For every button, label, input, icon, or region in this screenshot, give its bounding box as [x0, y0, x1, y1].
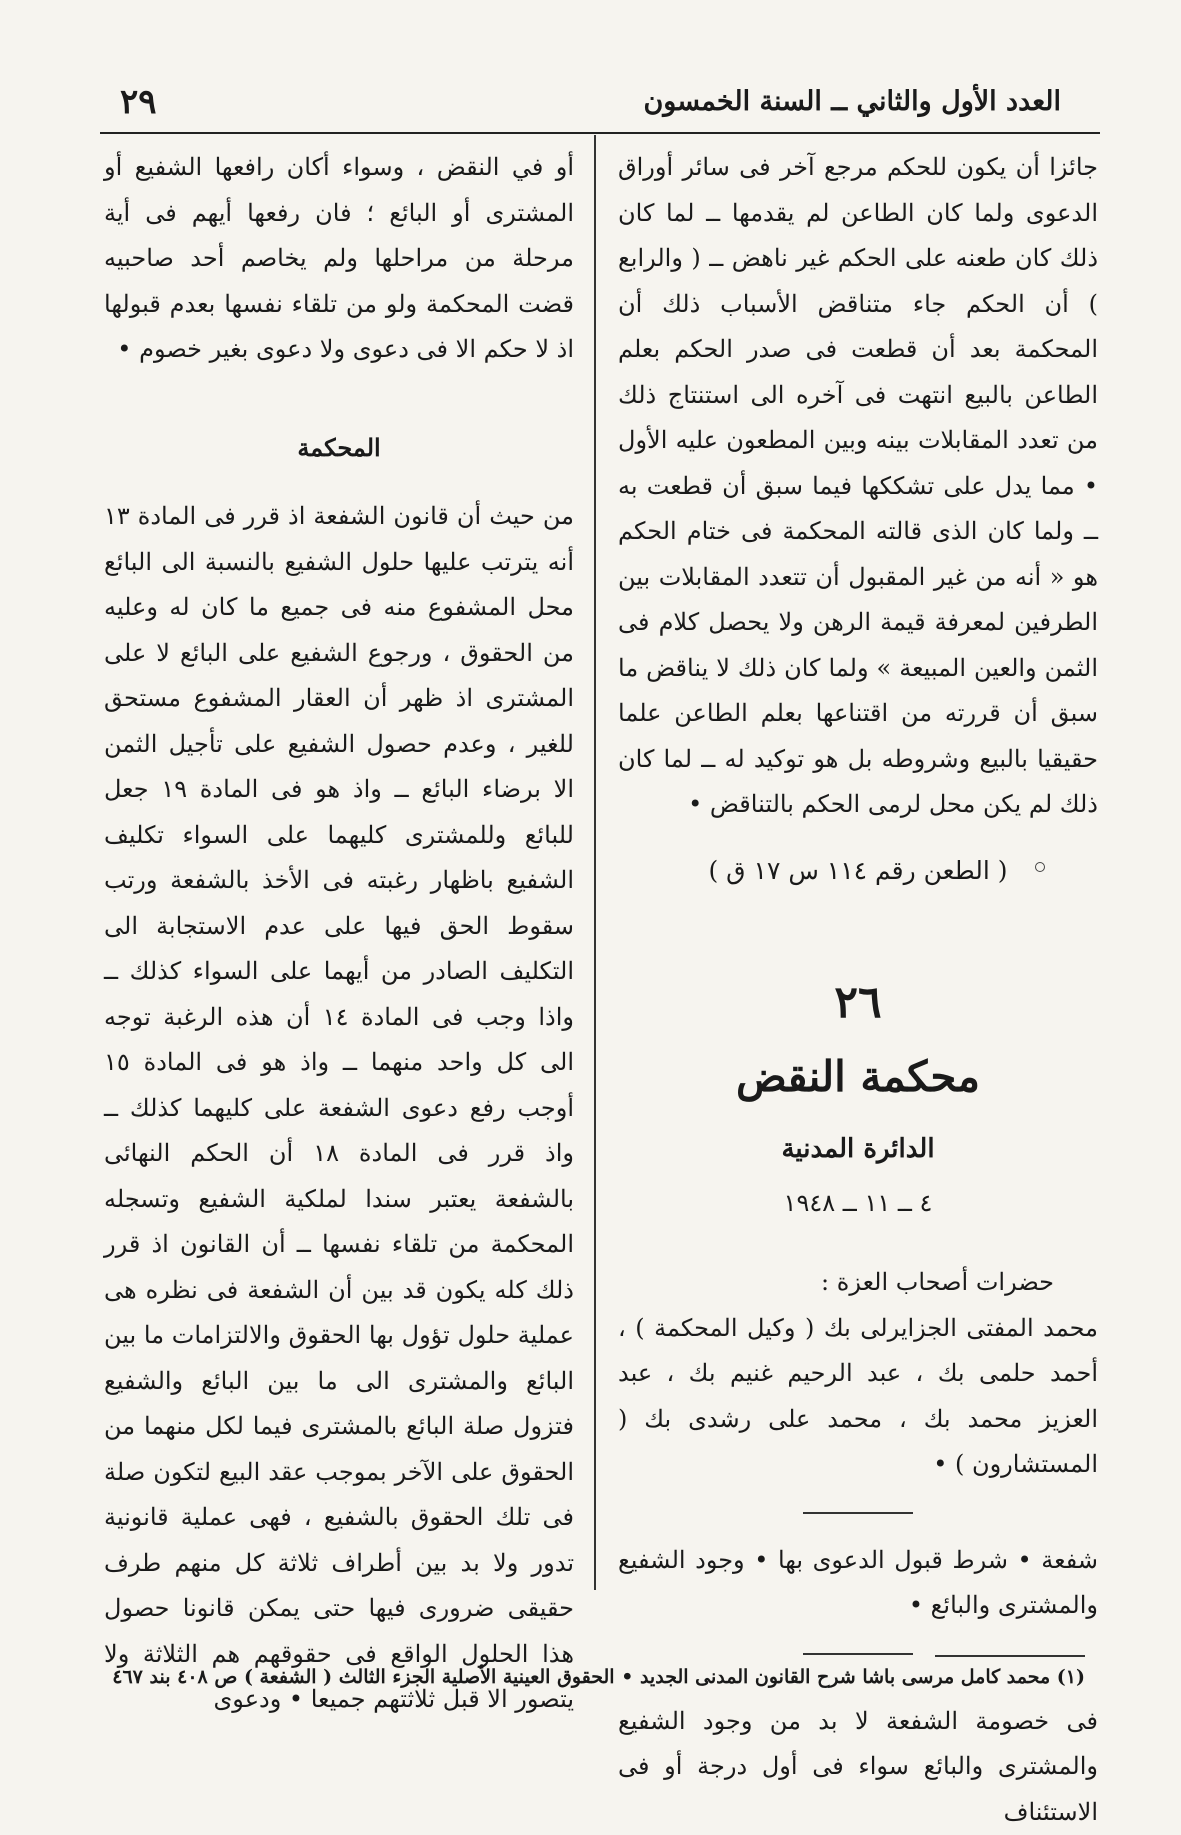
section-rule — [803, 1653, 913, 1655]
footnote: (١) محمد كامل مرسى باشا شرح القانون المدنى الجديد • الحقوق العينية الأصلية الجزء الثالث ( الشفعة ) ص ٤٠٨ بند ٤٦٧ — [85, 1666, 1085, 1688]
left-column — [104, 145, 574, 1723]
right-paragraph-1: جائزا أن يكون للحكم مرجع آخر فى سائر أوراق الدعوى ولما كان الطاعن لم يقدمها ــ لما كان ذلك كان طعنه على الحكم غير ناهض ــ ( والرابع ) أن الحكم جاء متناقض الأسباب ذلك أن المحكمة بعد أن قطعت فى صدر الحكم بعلم الطاعن بالبيع انتهت فى آخره الى استنتاج ذلك من تعدد المقابلات بينه وبين المطعون عليه الأول • مما يدل على تشككها فيما سبق أن قطعت به ــ ولما كان الذى قالته المحكمة فى ختام الحكم هو « أنه من غير المقبول أن تتعدد المقابلات بين الطرفين لمعرفة قيمة الرهن ولا يحصل كلام فى الثمن والعين المبيعة » ولما كان ذلك لا يناقض ما سبق أن قررته من اقتناعها بعلم الطاعن علما حقيقيا بالبيع وشروطه بل هو توكيد له ــ لما كان ذلك لم يكن محل لرمى الحكم بالتناقض • — [618, 145, 1098, 828]
left-paragraph-1: أو في النقض ، وسواء أكان رافعها الشفيع أو المشترى أو البائع ؛ فان رفعها أيهم فى أية مرحلة من مراحلها ولم يخاصم أحد صاحبيه قضت المحكمة ولو من تلقاء نفسها بعدم قبولها اذ لا حكم الا فى دعوى ولا دعوى بغير خصوم • — [104, 145, 574, 373]
section-title: المحكمة — [104, 425, 574, 471]
column-divider — [594, 135, 596, 1590]
headnote: فى خصومة الشفعة لا بد من وجود الشفيع والمشترى والبائع سواء فى أول درجة أو فى الاستئناف — [618, 1699, 1098, 1835]
stray-mark — [1035, 862, 1045, 872]
left-paragraph-2: من حيث أن قانون الشفعة اذ قرر فى المادة ١٣ أنه يترتب عليها حلول الشفيع بالنسبة الى البائع محل المشفوع منه فى جميع ما كان له وعليه من الحقوق ، ورجوع الشفيع على البائع لا على المشترى اذ ظهر أن العقار المشفوع مستحق للغير ، وعدم حصول الشفيع على تأجيل الثمن الا برضاء البائع ــ واذ هو فى المادة ١٩ جعل للبائع وللمشترى كليهما على السواء تكليف الشفيع باظهار رغبته فى الأخذ بالشفعة ورتب سقوط الحق فيها على عدم الاستجابة الى التكليف الصادر من أيهما على السواء كذلك ــ واذا وجب فى المادة ١٤ أن هذه الرغبة توجه الى كل واحد منهما ــ واذ هو فى المادة ١٥ أوجب رفع دعوى الشفعة على كليهما كذلك ــ واذ قرر فى المادة ١٨ أن الحكم النهائى بالشفعة يعتبر سندا لملكية الشفيع وتسجله المحكمة من تلقاء نفسها ــ أن القانون اذ قرر ذلك كله يكون قد بين أن الشفعة فى نظره هى عملية حلول تؤول بها الحقوق والالتزامات ما بين البائع والمشترى الى ما بين البائع والشفيع فتزول صلة البائع بالمشترى فيما لكل منهما من الحقوق على الآخر بموجب عقد البيع لتكون صلة فى تلك الحقوق بالشفيع ، فهى عملية قانونية تدور ولا بد بين أطراف ثلاثة كل منهم طرف حقيقى ضرورى فيها حتى يمكن قانونا حصول هذا الحلول الواقع فى حقوقهم هم الثلاثة ولا يتصور الا قبل ثلاثتهم جميعا • ودعوى — [104, 494, 574, 1723]
running-title: العدد الأول والثاني ــ السنة الخمسون — [643, 86, 1061, 117]
right-column — [618, 145, 1098, 1835]
case-number: ٢٦ — [618, 973, 1098, 1033]
judges-list: محمد المفتى الجزايرلى بك ( وكيل المحكمة ) ، أحمد حلمى بك ، عبد الرحيم غنيم بك ، عبد العزيز محمد بك ، محمد على رشدى بك ( المستشارون ) • — [618, 1306, 1098, 1488]
decision-date: ٤ ــ ١١ ــ ١٩٤٨ — [618, 1181, 1098, 1227]
section-rule — [803, 1512, 913, 1514]
footnote-rule — [935, 1655, 1085, 1657]
court-division: الدائرة المدنية — [618, 1127, 1098, 1173]
page-header — [100, 78, 1121, 128]
case-subject: شفعة • شرط قبول الدعوى بها • وجود الشفيع والمشترى والبائع • — [618, 1538, 1098, 1629]
page-number: ٢٩ — [120, 82, 157, 122]
judges-label: حضرات أصحاب العزة : — [618, 1260, 1098, 1306]
header-rule — [100, 132, 1100, 134]
court-name: محكمة النقض — [618, 1047, 1098, 1107]
case-citation: ( الطعن رقم ١١٤ س ١٧ ق ) — [618, 848, 1098, 894]
